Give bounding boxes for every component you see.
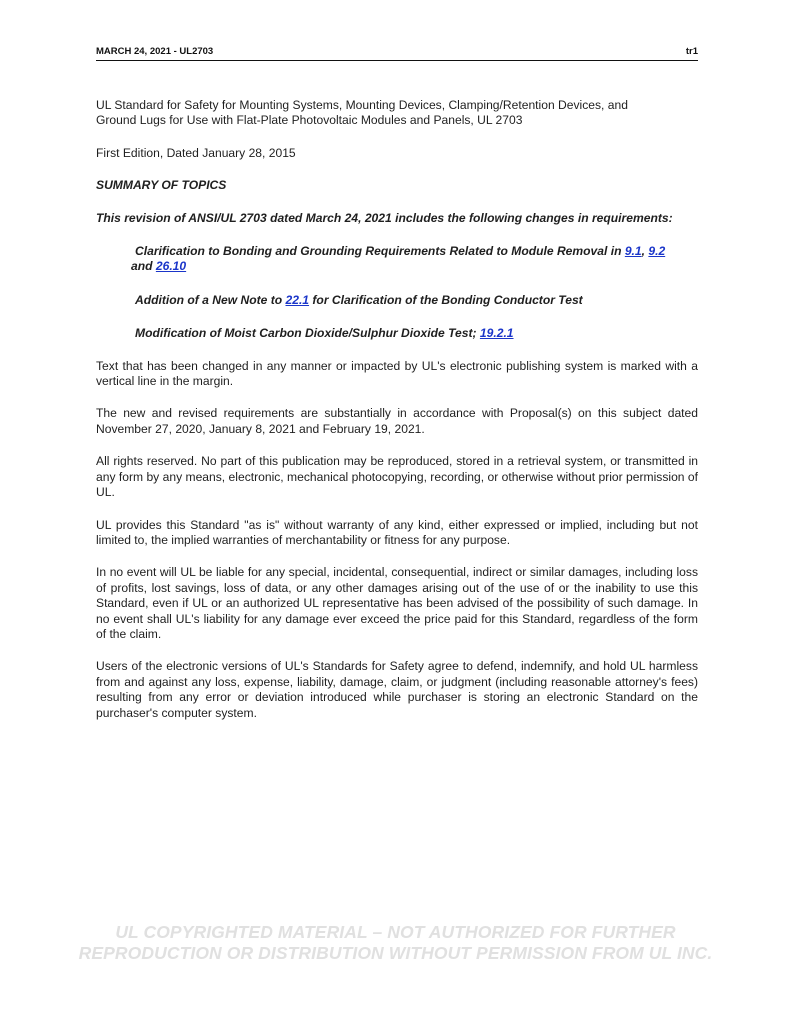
change-item-bonding — [96, 244, 698, 275]
link-22-1[interactable]: 22.1 — [285, 292, 310, 307]
watermark-line-1: UL COPYRIGHTED MATERIAL – NOT AUTHORIZED FOR FURTHER — [115, 922, 676, 942]
paragraph-users: Users of the electronic versions of UL's Standards for Safety agree to defend, indemnify, and hold UL harmless from and against any loss, expense, liability, damage, claim, or judgment (including reasonable attorney's fees) resulting from any error or deviation introduced while purchaser is storing an electronic Standard on the purchaser's computer system. — [96, 659, 698, 720]
watermark-line-2: REPRODUCTION OR DISTRIBUTION WITHOUT PERMISSION FROM UL INC. — [78, 943, 713, 963]
change-item-note-text: Addition of a New Note to — [135, 292, 286, 307]
change-item-bonding-and: and — [131, 259, 156, 274]
change-item-note — [96, 293, 698, 308]
revision-intro: This revision of ANSI/UL 2703 dated March 24, 2021 includes the following changes in requirements: — [96, 210, 673, 225]
link-19-2-1[interactable]: 19.2.1 — [479, 326, 514, 341]
link-26-10[interactable]: 26.10 — [155, 259, 187, 274]
page-header — [96, 44, 698, 61]
change-item-note-tail: for Clarification of the Bonding Conductor Test — [309, 292, 583, 307]
edition-line: First Edition, Dated January 28, 2015 — [96, 145, 296, 160]
change-item-bonding-separator: , — [641, 244, 649, 259]
paragraph-vertical-line: Text that has been changed in any manner or impacted by UL's electronic publishing system is marked with a vertical line in the margin. — [96, 358, 698, 389]
paragraph-proposals: The new and revised requirements are substantially in accordance with Proposal(s) on this subject dated November 27, 2020, January 8, 2021 and February 19, 2021. — [96, 406, 698, 436]
link-9-1[interactable]: 9.1 — [624, 244, 642, 259]
standard-title-line-1: UL Standard for Safety for Mounting Systems, Mounting Devices, Clamping/Retention Devices, and — [96, 98, 628, 112]
standard-title-line-2: Ground Lugs for Use with Flat-Plate Photovoltaic Modules and Panels, UL 2703 — [96, 113, 523, 128]
paragraph-as-is: UL provides this Standard "as is" without warranty of any kind, either expressed or implied, including but not limited to, the implied warranties of merchantability or fitness for any purpose. — [96, 517, 698, 547]
change-item-moist-test — [96, 326, 698, 341]
link-9-2[interactable]: 9.2 — [648, 244, 666, 259]
standard-title — [96, 98, 698, 129]
summary-heading: SUMMARY OF TOPICS — [96, 178, 227, 193]
header-date-standard: MARCH 24, 2021 - UL2703 — [96, 46, 214, 57]
copyright-watermark — [0, 922, 791, 964]
change-item-bonding-text: Clarification to Bonding and Grounding Requirements Related to Module Removal in — [135, 244, 625, 259]
change-item-moist-text: Modification of Moist Carbon Dioxide/Sulphur Dioxide Test; — [135, 326, 480, 341]
paragraph-rights: All rights reserved. No part of this publication may be reproduced, stored in a retrieval system, or transmitted in any form by any means, electronic, mechanical photocopying, recording, or otherwise without prior permission of UL. — [96, 454, 698, 500]
header-page-id: tr1 — [685, 46, 698, 57]
document-body — [96, 98, 698, 721]
paragraph-liability: In no event will UL be liable for any special, incidental, consequential, indirect or similar damages, including loss of profits, lost savings, loss of data, or any other damages arising out of the use of or the inability to use this Standard, even if UL or an authorized UL representative has been advised of the possibility of such damage. In no event shall UL's liability for any damage ever exceed the price paid for this Standard, regardless of the form of the claim. — [96, 565, 698, 641]
